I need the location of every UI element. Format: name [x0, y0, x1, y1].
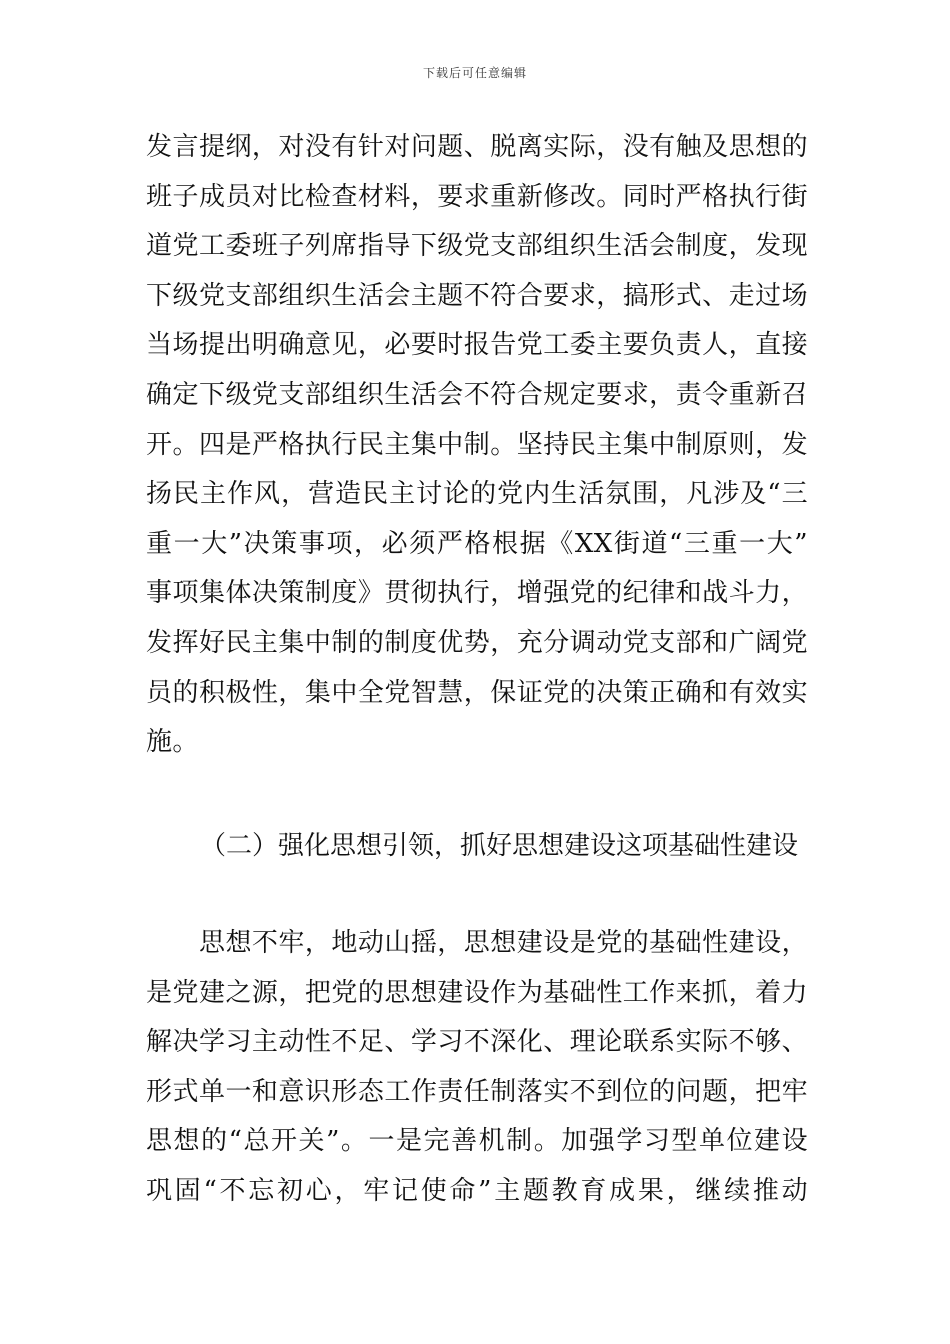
paragraph-line: 施。 [146, 727, 199, 758]
paragraph-line: 员的积极性，集中全党智慧，保证党的决策正确和有效实 [146, 677, 808, 708]
paragraph-line: 开。四是严格执行民主集中制。坚持民主集中制原则，发 [146, 429, 808, 460]
paragraph-line: 解决学习主动性不足、学习不深化、理论联系实际不够、 [146, 1027, 808, 1058]
section-heading: （二）强化思想引领，抓好思想建设这项基础性建设 [200, 831, 799, 861]
paragraph-line: 发言提纲，对没有针对问题、脱离实际，没有触及思想的 [146, 132, 808, 162]
paragraph-line: 重一大”决策事项，必须严格根据《XX街道“三重一大” [146, 528, 808, 559]
page-header: 下载后可任意编辑 [422, 66, 527, 80]
paragraph-line: 下级党支部组织生活会主题不符合要求，搞形式、走过场 [146, 280, 808, 311]
paragraph-line: 思想的“总开关”。一是完善机制。加强学习型单位建设 [146, 1126, 808, 1157]
paragraph-line: 形式单一和意识形态工作责任制落实不到位的问题，把牢 [146, 1076, 808, 1107]
paragraph-line: 班子成员对比检查材料，要求重新修改。同时严格执行街 [146, 181, 808, 212]
paragraph-1 [146, 123, 808, 768]
paragraph-line: 道党工委班子列席指导下级党支部组织生活会制度，发现 [146, 231, 808, 262]
paragraph-line: 确定下级党支部组织生活会不符合规定要求，责令重新召 [146, 379, 808, 410]
paragraph-line: 巩固“不忘初心，牢记使命”主题教育成果，继续推动 [146, 1175, 808, 1206]
paragraph-line: 扬民主作风，营造民主讨论的党内生活氛围，凡涉及“三 [146, 479, 808, 510]
paragraph-line: 思想不牢，地动山摇，思想建设是党的基础性建设， [146, 928, 808, 958]
paragraph-line: 事项集体决策制度》贯彻执行，增强党的纪律和战斗力， [146, 578, 808, 609]
paragraph-line: 发挥好民主集中制的制度优势，充分调动党支部和广阔党 [146, 627, 808, 658]
paragraph-line: 当场提出明确意见，必要时报告党工委主要负责人，直接 [146, 330, 808, 361]
paragraph-line: 是党建之源，把党的思想建设作为基础性工作来抓，着力 [146, 977, 808, 1008]
paragraph-2 [146, 919, 808, 1217]
